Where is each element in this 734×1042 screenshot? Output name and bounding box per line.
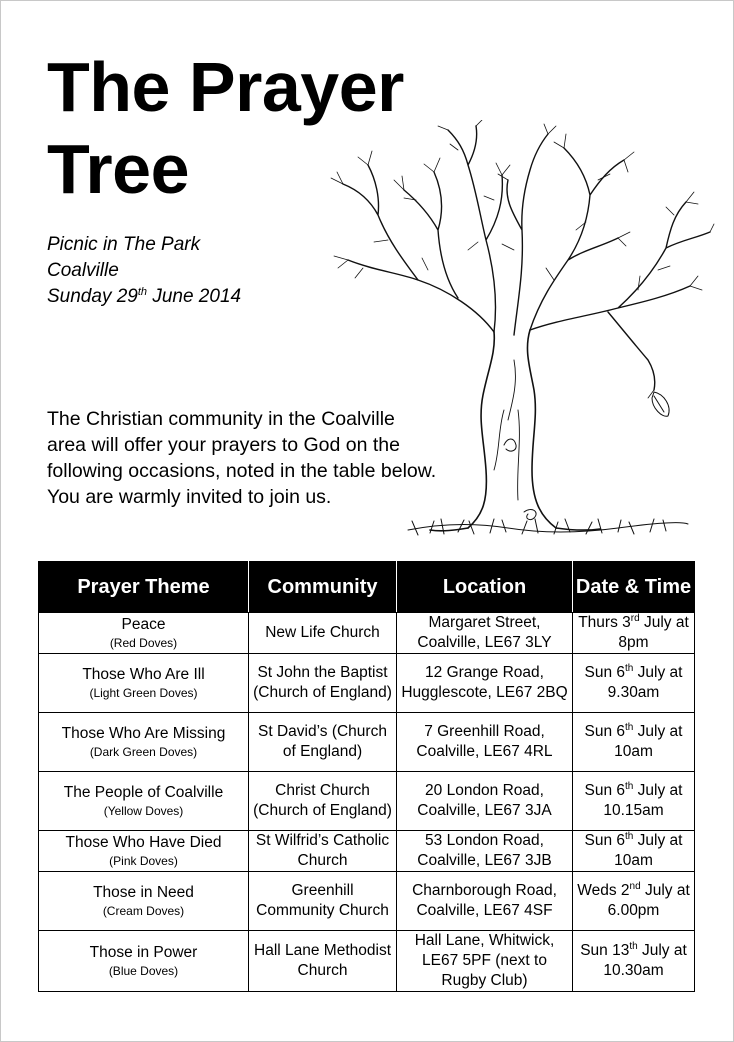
table-row <box>39 654 695 713</box>
community-cell: St David’s (Church of England) <box>249 713 397 772</box>
community-cell: Greenhill Community Church <box>249 872 397 931</box>
table-row <box>39 931 695 992</box>
date-day: Thurs 3 <box>578 614 631 631</box>
event-date <box>47 284 241 310</box>
event-date-prefix: Sunday 29 <box>47 286 138 307</box>
header-prayer-theme: Prayer Theme <box>39 562 249 613</box>
theme-name: Those in Power <box>89 944 198 961</box>
falling-leaf <box>652 392 669 416</box>
grass <box>408 510 688 535</box>
location-cell: Charnborough Road, Coalville, LE67 4SF <box>397 872 573 931</box>
dove-colour: (Dark Green Doves) <box>89 745 198 759</box>
theme-cell <box>39 872 249 931</box>
dove-colour: (Light Green Doves) <box>89 686 198 700</box>
event-name: Picnic in The Park <box>47 234 201 255</box>
date-ordinal: nd <box>629 881 641 892</box>
date-day: Sun 6 <box>584 782 626 799</box>
theme-cell <box>39 931 249 992</box>
community-cell: St Wilfrid’s Catholic Church <box>249 831 397 872</box>
theme-name: Those in Need <box>93 884 194 901</box>
date-cell <box>573 654 695 713</box>
theme-name: Those Who Are Missing <box>61 725 226 742</box>
event-place: Coalville <box>47 260 119 281</box>
tree-illustration <box>318 120 718 560</box>
date-ordinal: th <box>625 831 634 842</box>
date-rest: July at 6.00pm <box>607 882 690 919</box>
location-cell: Margaret Street, Coalville, LE67 3LY <box>397 613 573 654</box>
location-cell: 12 Grange Road, Hugglescote, LE67 2BQ <box>397 654 573 713</box>
table-header-row <box>39 562 695 613</box>
date-rest: July at 9.30am <box>607 664 683 701</box>
date-cell <box>573 831 695 872</box>
title-line-1: The Prayer <box>47 48 404 126</box>
table-row <box>39 613 695 654</box>
branches <box>343 126 710 390</box>
event-details <box>47 232 241 310</box>
theme-name: Peace <box>121 616 166 633</box>
community-cell: St John the Baptist (Church of England) <box>249 654 397 713</box>
date-rest: July at 10.30am <box>603 942 687 979</box>
theme-name: Those Who Have Died <box>65 834 222 851</box>
header-location: Location <box>397 562 573 613</box>
table-row <box>39 872 695 931</box>
community-cell: Christ Church (Church of England) <box>249 772 397 831</box>
theme-name: Those Who Are Ill <box>82 666 205 683</box>
date-rest: July at 8pm <box>618 614 689 651</box>
theme-cell <box>39 613 249 654</box>
date-ordinal: th <box>629 941 638 952</box>
date-rest: July at 10am <box>614 832 683 869</box>
date-cell <box>573 931 695 992</box>
theme-cell <box>39 831 249 872</box>
prayer-schedule-table <box>38 561 695 992</box>
theme-cell <box>39 772 249 831</box>
community-cell: New Life Church <box>249 613 397 654</box>
dove-colour: (Cream Doves) <box>102 904 185 918</box>
date-cell <box>573 872 695 931</box>
date-ordinal: th <box>625 781 634 792</box>
theme-name: The People of Coalville <box>63 784 224 801</box>
date-rest: July at 10.15am <box>603 782 683 819</box>
date-ordinal: rd <box>630 613 640 624</box>
table-row <box>39 831 695 872</box>
table-row <box>39 713 695 772</box>
intro-paragraph: The Christian community in the Coalville area will offer your prayers to God on the following occasions, noted in the table below. You are warmly invited to join us. <box>47 408 437 508</box>
date-day: Weds 2 <box>577 882 630 899</box>
event-date-suffix: th <box>137 286 148 298</box>
dove-colour: (Pink Doves) <box>109 854 178 868</box>
date-ordinal: th <box>625 663 634 674</box>
header-community: Community <box>249 562 397 613</box>
date-cell <box>573 613 695 654</box>
trunk <box>430 330 600 531</box>
location-cell: Hall Lane, Whitwick, LE67 5PF (next to Rugby Club) <box>397 931 573 992</box>
community-cell: Hall Lane Methodist Church <box>249 931 397 992</box>
date-day: Sun 6 <box>584 664 626 681</box>
header-date-time: Date & Time <box>573 562 695 613</box>
theme-cell <box>39 654 249 713</box>
location-cell: 20 London Road, Coalville, LE67 3JA <box>397 772 573 831</box>
date-rest: July at 10am <box>614 723 683 760</box>
table-row <box>39 772 695 831</box>
date-day: Sun 6 <box>584 723 626 740</box>
date-day: Sun 13 <box>580 942 630 959</box>
dove-colour: (Blue Doves) <box>108 964 179 978</box>
date-cell <box>573 713 695 772</box>
dove-colour: (Red Doves) <box>109 636 178 650</box>
date-cell <box>573 772 695 831</box>
dove-colour: (Yellow Doves) <box>103 804 184 818</box>
event-date-rest: June 2014 <box>147 286 242 307</box>
location-cell: 53 London Road, Coalville, LE67 3JB <box>397 831 573 872</box>
theme-cell <box>39 713 249 772</box>
date-day: Sun 6 <box>584 832 626 849</box>
title-line-2: Tree <box>47 130 189 208</box>
date-ordinal: th <box>625 722 634 733</box>
location-cell: 7 Greenhill Road, Coalville, LE67 4RL <box>397 713 573 772</box>
